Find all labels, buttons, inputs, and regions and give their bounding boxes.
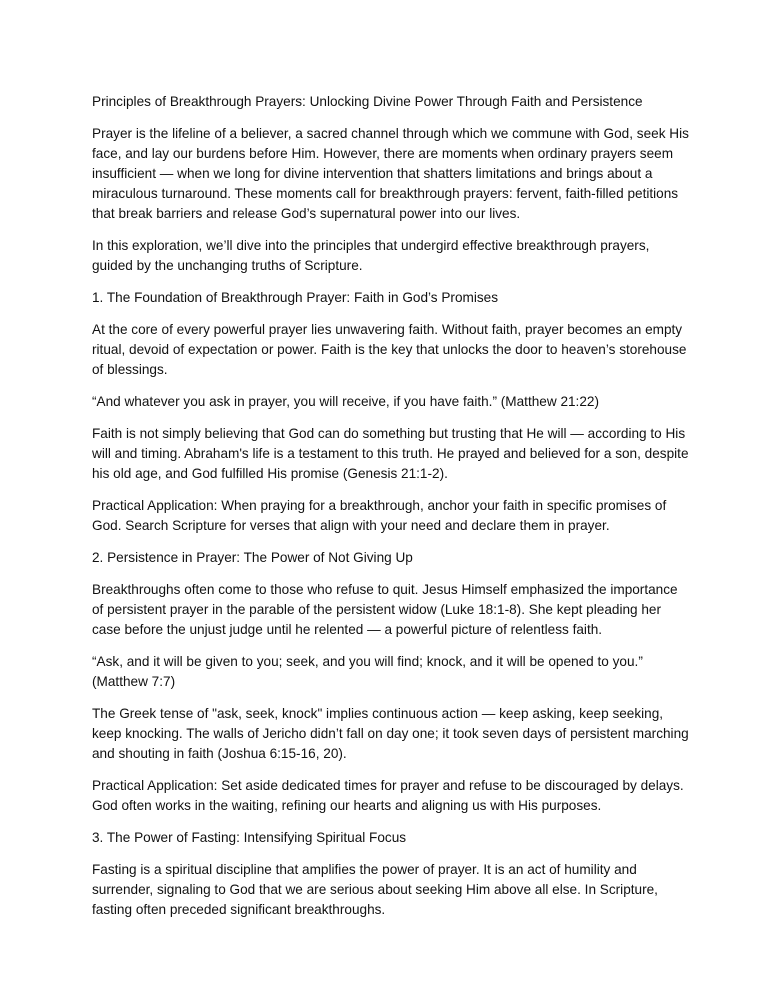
paragraph-persistence-widow: Breakthroughs often come to those who refuse to quit. Jesus Himself emphasized the importance of persistent prayer in the parable of the persistent widow (Luke 18:1-8). She kept pleading her case before the unjust judge until he relented — a powerful picture of relentless faith. bbox=[92, 582, 678, 637]
section-heading-fasting: 3. The Power of Fasting: Intensifying Spiritual Focus bbox=[92, 830, 407, 845]
paragraph-exploration: In this exploration, we’ll dive into the principles that undergird effective breakthrough prayers, guided by the unchanging truths of Scripture. bbox=[92, 238, 650, 273]
paragraph-faith-abraham: Faith is not simply believing that God can do something but trusting that He will — according to His will and timing. Abraham's life is a testament to this truth. He prayed and believed for a son, despite his old age, and God fulfilled His promise (Genesis 21:1-2). bbox=[92, 426, 689, 481]
practical-application-persistence: Practical Application: Set aside dedicated times for prayer and refuse to be discouraged by delays. God often works in the waiting, refining our hearts and aligning us with His purposes. bbox=[92, 778, 684, 813]
paragraph-faith-core: At the core of every powerful prayer lies unwavering faith. Without faith, prayer becomes an empty ritual, devoid of expectation or power. Faith is the key that unlocks the door to heaven’s storehouse of blessings. bbox=[92, 322, 687, 377]
practical-application-faith: Practical Application: When praying for a breakthrough, anchor your faith in specific promises of God. Search Scripture for verses that align with your need and declare them in prayer. bbox=[92, 498, 667, 533]
document-page bbox=[92, 92, 692, 932]
scripture-quote-matthew-21-22: “And whatever you ask in prayer, you will receive, if you have faith.” (Matthew 21:22) bbox=[92, 394, 599, 409]
paragraph-fasting: Fasting is a spiritual discipline that amplifies the power of prayer. It is an act of humility and surrender, signaling to God that we are serious about seeking Him above all else. In Scripture, fasting often preceded significant breakthroughs. bbox=[92, 862, 658, 917]
paragraph-intro: Prayer is the lifeline of a believer, a sacred channel through which we commune with God, seek His face, and lay our burdens before Him. However, there are moments when ordinary prayers seem insufficient — when we long for divine intervention that shatters limitations and brings about a miraculous turnaround. These moments call for breakthrough prayers: fervent, faith-filled petitions that break barriers and release God’s supernatural power into our lives. bbox=[92, 126, 689, 221]
scripture-quote-matthew-7-7: “Ask, and it will be given to you; seek, and you will find; knock, and it will be opened to you.” (Matthew 7:7) bbox=[92, 654, 643, 689]
document-title: Principles of Breakthrough Prayers: Unlocking Divine Power Through Faith and Persistence bbox=[92, 94, 643, 109]
section-heading-faith: 1. The Foundation of Breakthrough Prayer: Faith in God’s Promises bbox=[92, 290, 499, 305]
section-heading-persistence: 2. Persistence in Prayer: The Power of Not Giving Up bbox=[92, 550, 413, 565]
paragraph-persistence-jericho: The Greek tense of "ask, seek, knock" implies continuous action — keep asking, keep seeking, keep knocking. The walls of Jericho didn’t fall on day one; it took seven days of persistent marching and shouting in faith (Joshua 6:15-16, 20). bbox=[92, 706, 689, 761]
